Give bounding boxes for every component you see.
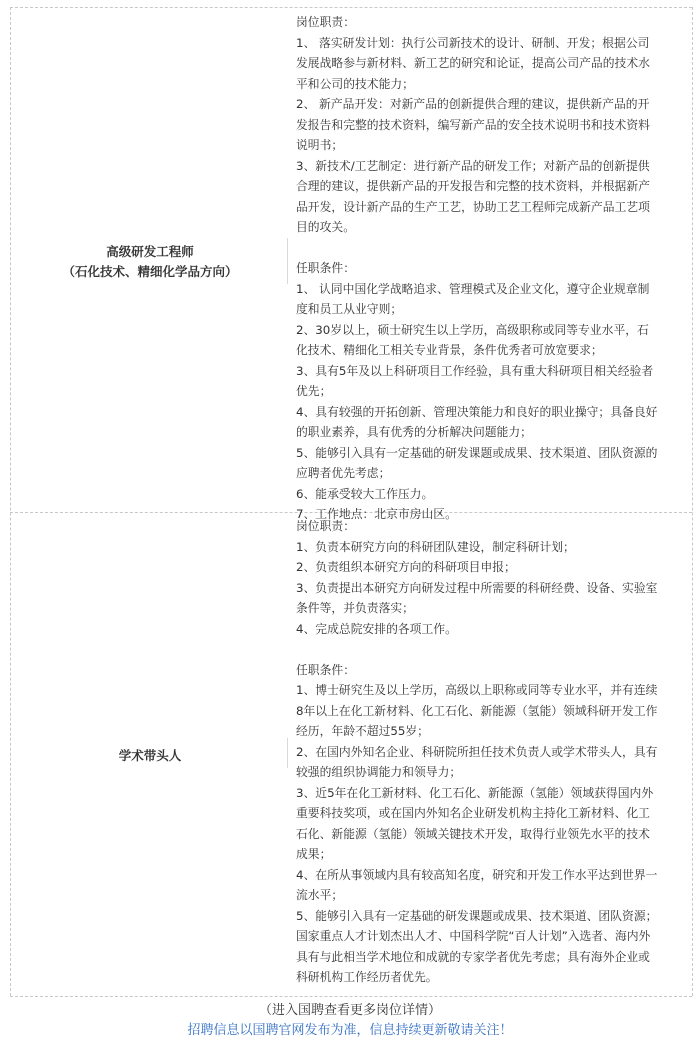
job2-req-line: 国家重点人才计划杰出人才、中国科学院“百人计划”入选者、海内外 xyxy=(296,929,651,943)
job2-req-line: 石化、新能源（氢能）领域关键技术开发，取得行业领先水平的技术 xyxy=(296,826,650,841)
job1-subtitle: （石化技术、精细化学品方向） xyxy=(62,264,238,279)
job1-duties-line: 说明书； xyxy=(296,138,344,152)
table-bottom-border xyxy=(10,996,692,997)
paragraph-gap xyxy=(296,639,686,660)
job2-req-line: 8年以上在化工新材料、化工石化、新能源（氢能）领域科研开发工作 xyxy=(296,703,658,718)
job2-req-line: 较强的组织协调能力和领导力； xyxy=(296,765,462,779)
job1-duties xyxy=(296,12,686,238)
job1-req-line: 优先； xyxy=(296,384,332,398)
job2-req-line: 经历，年龄不超过55岁； xyxy=(296,724,429,738)
job1-req-line: 5、能够引入具有一定基础的研发课题或成果、技术渠道、团队资源的 xyxy=(296,445,658,460)
more-info-link[interactable]: （进入国聘查看更多岗位详情） xyxy=(258,1003,441,1018)
job2-duties xyxy=(296,516,686,639)
job2-duties-line: 岗位职责： xyxy=(296,519,355,533)
job2-requirements xyxy=(296,660,686,988)
job1-duties-line: 1、 落实研发计划：执行公司新技术的设计、研制、开发；根据公司 xyxy=(296,35,650,50)
table-right-border xyxy=(692,7,693,996)
job2-req-line: 5、能够引入具有一定基础的研发课题或成果、技术渠道、团队资源； xyxy=(296,908,658,923)
job1-duties-line: 岗位职责： xyxy=(296,15,355,29)
job2-description xyxy=(296,516,686,988)
job1-req-line: 3、具有5年及以上科研项目工作经验，具有重大科研项目相关经验者 xyxy=(296,363,654,378)
job1-requirements xyxy=(296,258,686,525)
job2-duties-line: 2、负责组织本研究方向的科研项目申报； xyxy=(296,560,516,574)
job2-req-line: 科研机构工作经历者优先。 xyxy=(296,970,438,984)
job1-req-line: 任职条件： xyxy=(296,261,355,275)
job2-title-cell xyxy=(14,746,286,766)
job2-duties-line: 1、负责本研究方向的科研团队建设，制定科研计划； xyxy=(296,539,575,554)
job1-req-line: 2、30岁以上，硕士研究生以上学历，高级职称或同等专业水平，石 xyxy=(296,322,649,337)
job2-title: 学术带头人 xyxy=(118,748,182,763)
job1-req-line: 7、工作地点：北京市房山区。 xyxy=(296,507,457,521)
job1-duties-line: 发展战略参与新材料、新工艺的研究和论证，提高公司产品的技术水 xyxy=(296,56,650,70)
job2-req-line: 2、在国内外知名企业、科研院所担任技术负责人或学术带头人，具有 xyxy=(296,744,658,759)
job2-column-divider xyxy=(287,738,288,768)
job1-title-cell xyxy=(14,242,286,282)
job1-duties-line: 2、 新产品开发：对新产品的创新提供合理的建议，提供新产品的开 xyxy=(296,97,650,111)
job1-duties-line: 平和公司的技术能力； xyxy=(296,76,414,91)
job1-duties-line: 目的攻关。 xyxy=(296,220,355,234)
job1-req-line: 1、 认同中国化学战略追求、管理模式及企业文化，遵守企业规章制 xyxy=(296,281,650,296)
job2-req-line: 具有与此相当学术地位和成就的专家学者优先考虑；具有海外企业或 xyxy=(296,949,650,964)
job2-req-line: 重要科技奖项，或在国内外知名企业研发机构主持化工新材料、化工 xyxy=(296,806,650,820)
job1-req-line: 4、具有较强的开拓创新、管理决策能力和良好的职业操守；具备良好 xyxy=(296,404,658,419)
job2-req-line: 4、在所从事领域内具有较高知名度，研究和开发工作水平达到世界一 xyxy=(296,867,658,882)
job2-duties-line: 3、负责提出本研究方向研发过程中所需要的科研经费、设备、实验室 xyxy=(296,580,658,595)
job1-req-line: 度和员工从业守则； xyxy=(296,302,403,316)
job2-req-line: 任职条件： xyxy=(296,662,355,677)
job1-req-line: 的职业素养，具有优秀的分析解决问题能力； xyxy=(296,425,532,439)
job1-title: 高级研发工程师 xyxy=(106,244,194,259)
job2-req-line: 3、近5年在化工新材料、化工石化、新能源（氢能）领域获得国内外 xyxy=(296,785,654,800)
paragraph-gap xyxy=(296,238,686,259)
job1-column-divider xyxy=(287,238,288,284)
job2-req-line: 成果； xyxy=(296,847,332,861)
job1-req-line: 化技术、精细化工相关专业背景，条件优秀者可放宽要求； xyxy=(296,343,603,357)
table-left-border xyxy=(10,7,11,996)
job2-req-line: 流水平； xyxy=(296,888,344,902)
job1-description xyxy=(296,12,686,525)
job2-duties-line: 条件等，并负责落实； xyxy=(296,601,414,615)
job2-duties-line: 4、完成总院安排的各项工作。 xyxy=(296,621,457,636)
job1-duties-line: 合理的建议，提供新产品的开发报告和完整的技术资料，并根据新产 xyxy=(296,179,650,193)
job2-req-line: 1、博士研究生及以上学历，高级以上职称或同等专业水平，并有连续 xyxy=(296,683,658,697)
job1-req-line: 6、能承受较大工作压力。 xyxy=(296,486,434,501)
recruitment-notice: 招聘信息以国聘官网发布为准，信息持续更新敬请关注！ xyxy=(187,1023,513,1038)
table-top-border xyxy=(10,7,692,8)
job1-duties-line: 发报告和完整的技术资料，编写新产品的安全技术说明书和技术资料 xyxy=(296,117,650,132)
job1-duties-line: 品开发，设计新产品的生产工艺，协助工艺工程师完成新产品工艺项 xyxy=(296,199,650,214)
job1-req-line: 应聘者优先考虑； xyxy=(296,466,391,480)
job1-duties-line: 3、新技术/工艺制定：进行新产品的研发工作；对新产品的创新提供 xyxy=(296,158,650,173)
